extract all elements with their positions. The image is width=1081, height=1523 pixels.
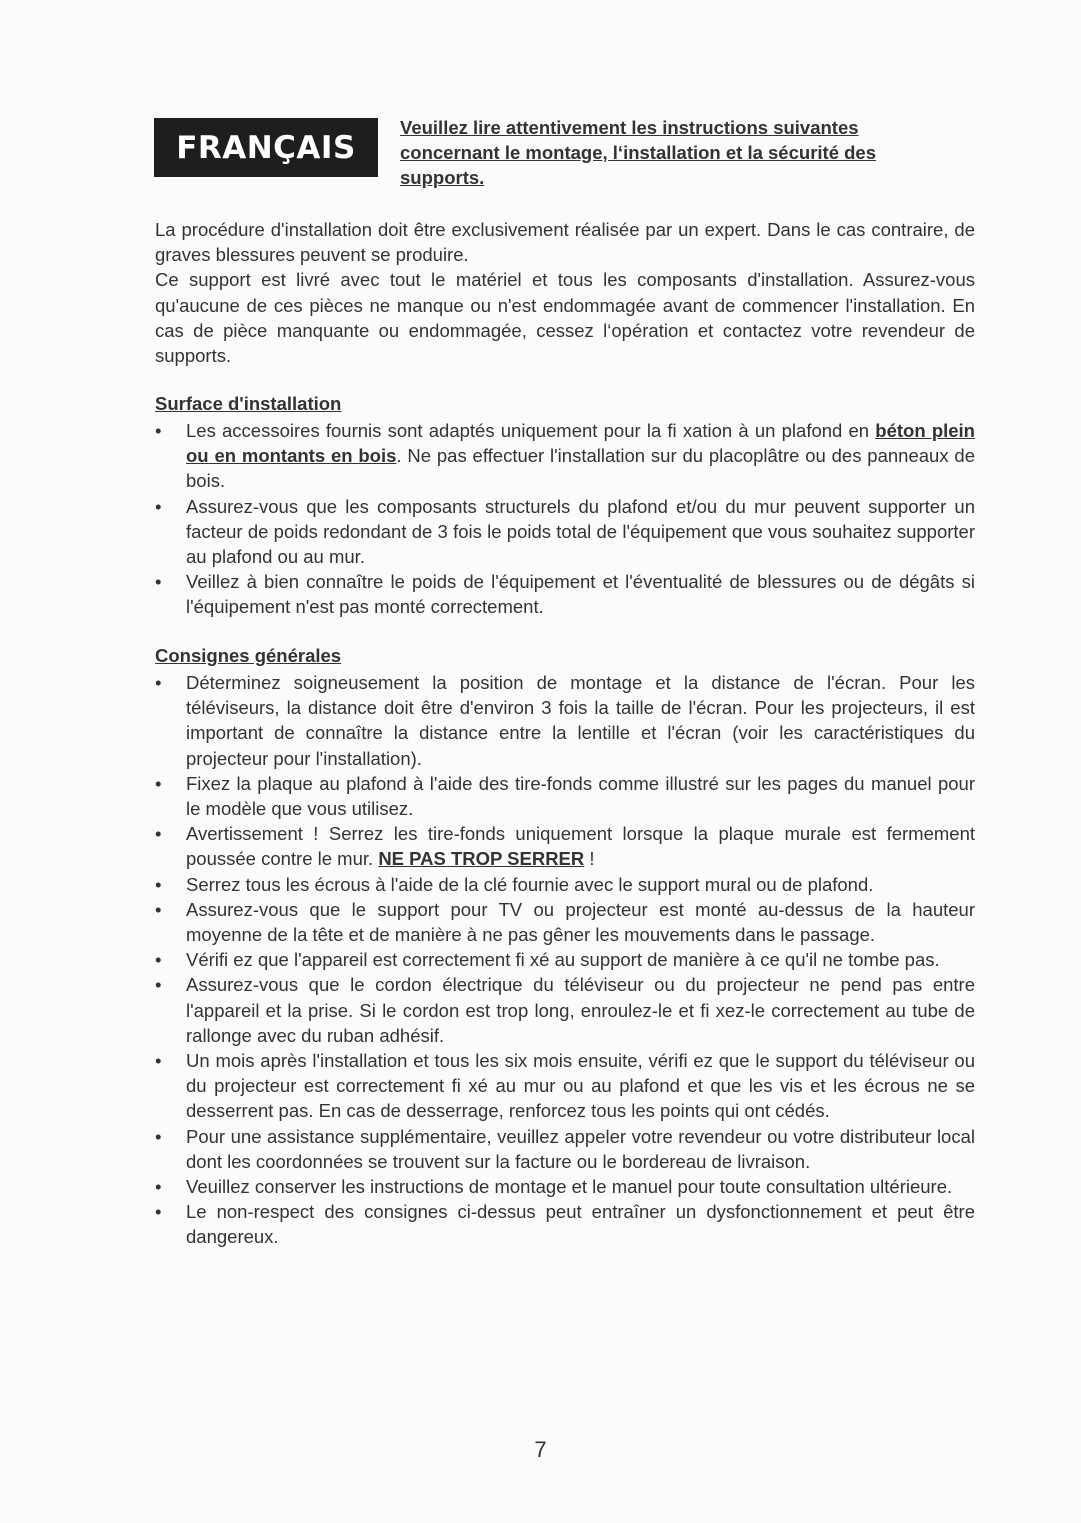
list-item-emphasis: béton plein ou en montants en bois	[186, 420, 975, 467]
section-title-surface: Surface d'installation	[155, 393, 342, 414]
list-item-text-after: . Ne pas effectuer l'installation sur du placoplâtre ou des panneaux de bois.	[186, 445, 975, 492]
surface-list	[155, 418, 975, 620]
bullet-icon: •	[155, 873, 162, 895]
bullet-icon: •	[155, 949, 162, 971]
list-item-text: Avertissement ! Serrez les tire-fonds uniquement lorsque la plaque murale est fermement poussée contre le mur.	[186, 823, 975, 870]
bullet-icon: •	[155, 1201, 162, 1223]
list-item-text: Le non-respect des consignes ci-dessus peut entraîner un dysfonctionnement et peut être dangereux.	[186, 1201, 975, 1248]
header-note-line: supports.	[400, 167, 485, 188]
list-item-text-after: !	[584, 848, 595, 870]
list-item	[155, 1199, 975, 1249]
list-item	[155, 897, 975, 947]
page-number: 7	[534, 1437, 547, 1462]
bullet-icon: •	[155, 571, 162, 593]
list-item-text: Veillez à bien connaître le poids de l'équipement et l'éventualité de blessures ou de dégâts si l'équipement n'est pas monté correctement.	[186, 571, 975, 618]
list-item	[155, 494, 975, 570]
bullet-icon: •	[155, 823, 162, 845]
list-item-text: Fixez la plaque au plafond à l'aide des tire-fonds comme illustré sur les pages du manuel pour le modèle que vous utilisez.	[186, 772, 975, 820]
bullet-icon: •	[155, 898, 162, 920]
general-list	[155, 670, 975, 1250]
header-note-line: Veuillez lire attentivement les instructions suivantes	[400, 117, 859, 138]
intro-paragraph: La procédure d'installation doit être exclusivement réalisée par un expert. Dans le cas contraire, de graves blessures peuvent se produire.	[155, 219, 975, 266]
list-item	[155, 771, 975, 821]
section-title-general: Consignes générales	[155, 645, 342, 666]
bullet-icon: •	[155, 1050, 162, 1072]
list-item-text: Les accessoires fournis sont adaptés uniquement pour la fi xation à un plafond en	[186, 420, 876, 441]
list-item-text: Un mois après l'installation et tous les six mois ensuite, vérifi ez que le support du téléviseur ou du projecteur est correctement fi xé au mur ou au plafond et que les vis et les écrous ne se desserrent pas. En cas de desserrage, renforcez tous les points qui ont cédés.	[186, 1050, 975, 1122]
list-item-text: Assurez-vous que le support pour TV ou projecteur est monté au-dessus de la hauteur moyenne de la tête et de manière à ne pas gêner les mouvements dans le passage.	[186, 898, 975, 946]
list-item	[155, 418, 975, 494]
list-item	[155, 947, 975, 972]
header-note-line: concernant le montage, l‘installation et la sécurité des	[400, 142, 876, 163]
bullet-icon: •	[155, 672, 162, 693]
intro-paragraph: Ce support est livré avec tout le matériel et tous les composants d'installation. Assurez-vous qu'aucune de ces pièces ne manque ou n'est endommagée avant de commencer l'installation. En cas de pièce manquante ou endommagée, cessez l‘opération et contactez votre revendeur de supports.	[155, 269, 975, 367]
list-item	[155, 569, 975, 619]
list-item-text: Vérifi ez que l'appareil est correctement fi xé au support de manière à ce qu'il ne tombe pas.	[186, 949, 940, 971]
list-item	[155, 821, 975, 871]
list-item	[155, 1048, 975, 1124]
language-badge: FRANÇAIS	[154, 118, 378, 177]
list-item	[155, 1124, 975, 1174]
list-item-text: Veuillez conserver les instructions de montage et le manuel pour toute consultation ultérieure.	[186, 1176, 953, 1198]
list-item-text: Pour une assistance supplémentaire, veuillez appeler votre revendeur ou votre distributeur local dont les coordonnées se trouvent sur la facture ou le bordereau de livraison.	[186, 1125, 975, 1172]
list-item	[155, 670, 975, 771]
intro-text	[155, 217, 975, 368]
list-item	[155, 872, 975, 897]
list-item	[155, 972, 975, 1048]
list-item-text: Serrez tous les écrous à l'aide de la clé fournie avec le support mural ou de plafond.	[186, 873, 874, 895]
bullet-icon: •	[155, 420, 162, 441]
bullet-icon: •	[155, 772, 162, 794]
bullet-icon: •	[155, 1176, 162, 1198]
list-item-text: Déterminez soigneusement la position de montage et la distance de l'écran. Pour les téléviseurs, la distance doit être d'environ 3 fois la taille de l'écran. Pour les projecteurs, il est important de connaître la distance entre la lentille et l'écran (voir les caractéristiques du projecteur pour l'installation).	[186, 672, 975, 769]
list-item-emphasis: NE PAS TROP SERRER	[378, 848, 585, 870]
bullet-icon: •	[155, 974, 162, 996]
list-item-text: Assurez-vous que le cordon électrique du téléviseur ou du projecteur ne pend pas entre l'appareil et la prise. Si le cordon est trop long, enroulez-le et fi xez-le correctement au tube de rallonge avec du ruban adhésif.	[186, 974, 975, 1046]
list-item-text: Assurez-vous que les composants structurels du plafond et/ou du mur peuvent supporter un facteur de poids redondant de 3 fois le poids total de l'équipement que vous souhaitez supporter au plafond ou au mur.	[186, 495, 975, 568]
header-note	[400, 115, 960, 190]
list-item	[155, 1174, 975, 1199]
bullet-icon: •	[155, 1125, 162, 1147]
bullet-icon: •	[155, 495, 162, 517]
